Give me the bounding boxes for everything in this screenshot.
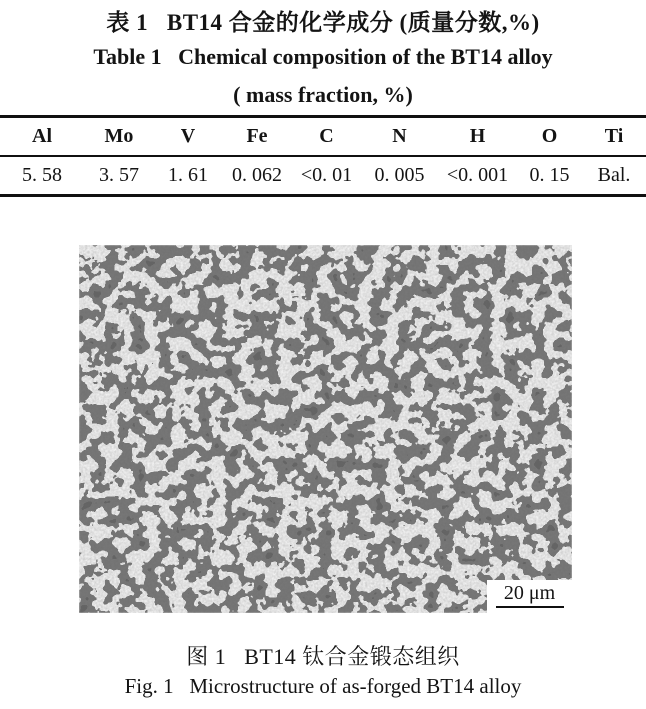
col-header-al: Al [0,117,84,157]
col-header-mo: Mo [84,117,154,157]
composition-table [0,115,646,197]
col-header-o: O [517,117,582,157]
cell-c: <0. 01 [300,164,353,186]
cell-n: 0. 005 [374,164,425,186]
col-header-v: V [154,117,222,157]
col-header-h: H [438,117,517,157]
col-header-ti: Ti [582,117,646,157]
table-data-row [0,156,646,196]
micrograph-image [79,245,572,613]
col-header-fe: Fe [222,117,292,157]
cell-fe: 0. 062 [232,164,282,186]
scale-bar-label: 20 μm [503,582,556,604]
figure-caption-chinese: 图 1 BT14 钛合金锻态组织 [186,644,460,669]
micrograph-figure [79,245,572,613]
table-title-chinese: 表 1 BT14 合金的化学成分 (质量分数,%) [106,10,540,35]
scale-bar [487,580,572,613]
cell-v: 1. 61 [168,164,208,186]
table-title-unit: ( mass fraction, %) [233,82,413,107]
figure-caption-english: Fig. 1 Microstructure of as-forged BT14 alloy [124,674,522,698]
cell-o: 0. 15 [529,164,570,186]
table-header-row [0,117,646,157]
scale-bar-line [496,606,564,608]
table-title-english: Table 1 Chemical composition of the BT14 alloy [93,44,553,69]
cell-h: <0. 001 [446,164,509,186]
col-header-n: N [361,117,438,157]
cell-mo: 3. 57 [99,164,139,186]
col-header-c: C [292,117,361,157]
cell-al: 5. 58 [22,164,62,186]
cell-ti: Bal. [597,164,631,186]
